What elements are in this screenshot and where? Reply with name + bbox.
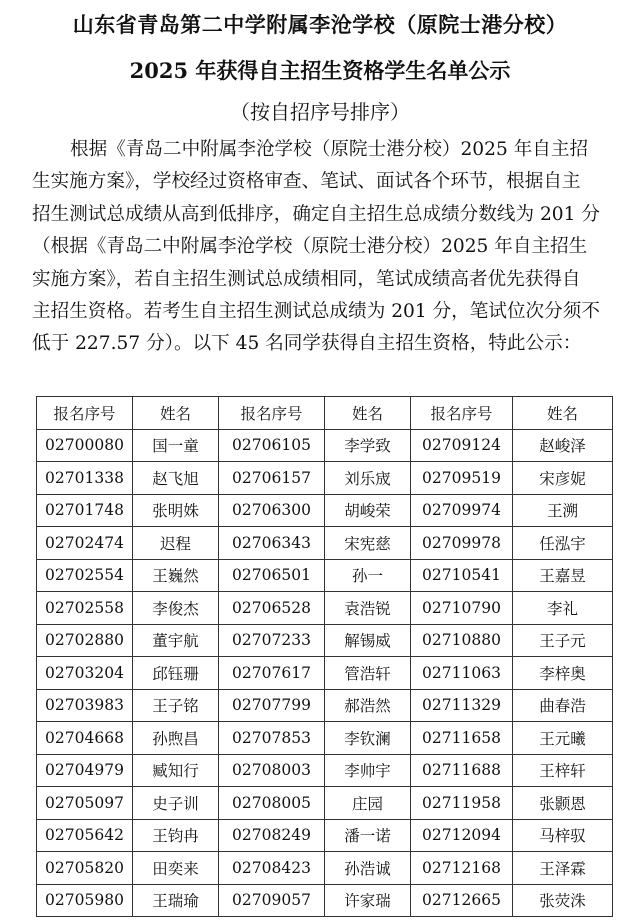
reg-no-cell: 02708423: [219, 852, 325, 885]
table-row: [37, 527, 613, 560]
notice-line: 实施方案》，若自主招生测试总成绩相同，笔试成绩高者优先获得自: [32, 268, 581, 290]
student-name-cell: 李俊杰: [133, 592, 219, 625]
student-name-cell: 许家瑞: [325, 884, 411, 917]
header-reg-no: 报名序号: [411, 397, 513, 430]
student-name-cell: 国一童: [133, 429, 219, 462]
reg-no-cell: 02705097: [37, 787, 133, 820]
reg-no-cell: 02712168: [411, 852, 513, 885]
reg-no-cell: 02709978: [411, 527, 513, 560]
student-name-cell: 孙煦昌: [133, 722, 219, 755]
table-row: [37, 559, 613, 592]
reg-no-cell: 02706157: [219, 462, 325, 495]
notice-line: 招生测试总成绩从高到低排序，确定自主招生总成绩分数线为 201 分: [32, 203, 600, 225]
reg-no-cell: 02707617: [219, 657, 325, 690]
reg-no-cell: 02706343: [219, 527, 325, 560]
reg-no-cell: 02709124: [411, 429, 513, 462]
reg-no-cell: 02703204: [37, 657, 133, 690]
notice-line: 低于 227.57 分）。以下 45 名同学获得自主招生资格，特此公示：: [32, 333, 582, 355]
notice-line: 主招生资格。若考生自主招生测试总成绩为 201 分，笔试位次分须不: [32, 300, 600, 322]
reg-no-cell: 02702880: [37, 624, 133, 657]
table-row: [37, 754, 613, 787]
reg-no-cell: 02705980: [37, 884, 133, 917]
reg-no-cell: 02711688: [411, 754, 513, 787]
reg-no-cell: 02706105: [219, 429, 325, 462]
sort-note: （按自招序号排序）: [230, 100, 410, 124]
reg-no-cell: 02708003: [219, 754, 325, 787]
student-name-cell: 史子训: [133, 787, 219, 820]
student-name-cell: 宋宪慈: [325, 527, 411, 560]
reg-no-cell: 02706501: [219, 559, 325, 592]
header-reg-no: 报名序号: [37, 397, 133, 430]
table-row: [37, 592, 613, 625]
student-name-cell: 董宇航: [133, 624, 219, 657]
table-row: [37, 657, 613, 690]
reg-no-cell: 02711658: [411, 722, 513, 755]
reg-no-cell: 02705642: [37, 819, 133, 852]
reg-no-cell: 02701748: [37, 494, 133, 527]
student-name-cell: 张明姝: [133, 494, 219, 527]
student-name-cell: 王元曦: [513, 722, 613, 755]
reg-no-cell: 02706300: [219, 494, 325, 527]
table-row: [37, 819, 613, 852]
notice-line: 根据《青岛二中附属李沧学校（原院士港分校）2025 年自主招: [70, 139, 589, 160]
table-row: [37, 689, 613, 722]
student-name-cell: 刘乐宬: [325, 462, 411, 495]
reg-no-cell: 02703983: [37, 689, 133, 722]
reg-no-cell: 02711329: [411, 689, 513, 722]
student-name-cell: 解锡威: [325, 624, 411, 657]
table-row: [37, 722, 613, 755]
table-row: [37, 852, 613, 885]
student-name-cell: 袁浩锐: [325, 592, 411, 625]
student-name-cell: 王子铭: [133, 689, 219, 722]
reg-no-cell: 02702558: [37, 592, 133, 625]
table-row: [37, 624, 613, 657]
table-row: [37, 494, 613, 527]
table-row: [37, 462, 613, 495]
student-name-cell: 庄园: [325, 787, 411, 820]
table-row: [37, 429, 613, 462]
student-name-cell: 曲春浩: [513, 689, 613, 722]
reg-no-cell: 02707799: [219, 689, 325, 722]
student-name-cell: 李礼: [513, 592, 613, 625]
reg-no-cell: 02710790: [411, 592, 513, 625]
student-name-cell: 王巍然: [133, 559, 219, 592]
reg-no-cell: 02704979: [37, 754, 133, 787]
student-name-cell: 邱钰珊: [133, 657, 219, 690]
student-name-cell: 郝浩然: [325, 689, 411, 722]
header-name: 姓名: [133, 397, 219, 430]
reg-no-cell: 02709057: [219, 884, 325, 917]
reg-no-cell: 02709974: [411, 494, 513, 527]
table-row: [37, 787, 613, 820]
table-header-row: [37, 397, 613, 430]
student-name-cell: 田奕来: [133, 852, 219, 885]
reg-no-cell: 02707233: [219, 624, 325, 657]
student-name-cell: 潘一诺: [325, 819, 411, 852]
student-name-cell: 迟程: [133, 527, 219, 560]
reg-no-cell: 02701338: [37, 462, 133, 495]
student-name-cell: 孙一: [325, 559, 411, 592]
student-name-cell: 孙浩诚: [325, 852, 411, 885]
reg-no-cell: 02708249: [219, 819, 325, 852]
student-name-cell: 臧知行: [133, 754, 219, 787]
reg-no-cell: 02704668: [37, 722, 133, 755]
reg-no-cell: 02702474: [37, 527, 133, 560]
reg-no-cell: 02706528: [219, 592, 325, 625]
reg-no-cell: 02705820: [37, 852, 133, 885]
student-name-cell: 赵飞旭: [133, 462, 219, 495]
reg-no-cell: 02710541: [411, 559, 513, 592]
reg-no-cell: 02702554: [37, 559, 133, 592]
student-name-cell: 张颢恩: [513, 787, 613, 820]
student-name-cell: 王梓轩: [513, 754, 613, 787]
reg-no-cell: 02712665: [411, 884, 513, 917]
student-name-cell: 李梓奥: [513, 657, 613, 690]
reg-no-cell: 02708005: [219, 787, 325, 820]
reg-no-cell: 02700080: [37, 429, 133, 462]
notice-paragraph: [32, 134, 612, 361]
reg-no-cell: 02707853: [219, 722, 325, 755]
student-name-cell: 李钦澜: [325, 722, 411, 755]
student-name-cell: 胡峻荣: [325, 494, 411, 527]
student-name-cell: 李学致: [325, 429, 411, 462]
student-name-cell: 王泽霖: [513, 852, 613, 885]
notice-line: （根据《青岛二中附属李沧学校（原院士港分校）2025 年自主招生: [32, 236, 588, 258]
table-body: [37, 429, 613, 917]
student-name-cell: 李帅宇: [325, 754, 411, 787]
header-reg-no: 报名序号: [219, 397, 325, 430]
student-name-cell: 管浩轩: [325, 657, 411, 690]
reg-no-cell: 02709519: [411, 462, 513, 495]
reg-no-cell: 02711958: [411, 787, 513, 820]
student-name-cell: 马梓驭: [513, 819, 613, 852]
student-name-cell: 张荧洙: [513, 884, 613, 917]
student-name-cell: 王嘉昱: [513, 559, 613, 592]
student-name-cell: 王瑞瑜: [133, 884, 219, 917]
school-title: 山东省青岛第二中学附属李沧学校（原院士港分校）: [72, 12, 568, 37]
reg-no-cell: 02712094: [411, 819, 513, 852]
reg-no-cell: 02710880: [411, 624, 513, 657]
reg-no-cell: 02711063: [411, 657, 513, 690]
notice-line: 生实施方案》，学校经过资格审查、笔试、面试各个环节，根据自主: [32, 171, 581, 193]
student-name-cell: 王钧冉: [133, 819, 219, 852]
header-name: 姓名: [513, 397, 613, 430]
student-name-cell: 赵峻泽: [513, 429, 613, 462]
student-name-cell: 宋彦妮: [513, 462, 613, 495]
student-name-cell: 任泓宇: [513, 527, 613, 560]
table-row: [37, 884, 613, 917]
announcement-title: 2025 年获得自主招生资格学生名单公示: [129, 58, 511, 83]
header-name: 姓名: [325, 397, 411, 430]
student-name-cell: 王溯: [513, 494, 613, 527]
student-name-cell: 王子元: [513, 624, 613, 657]
admitted-students-table: [36, 396, 613, 917]
